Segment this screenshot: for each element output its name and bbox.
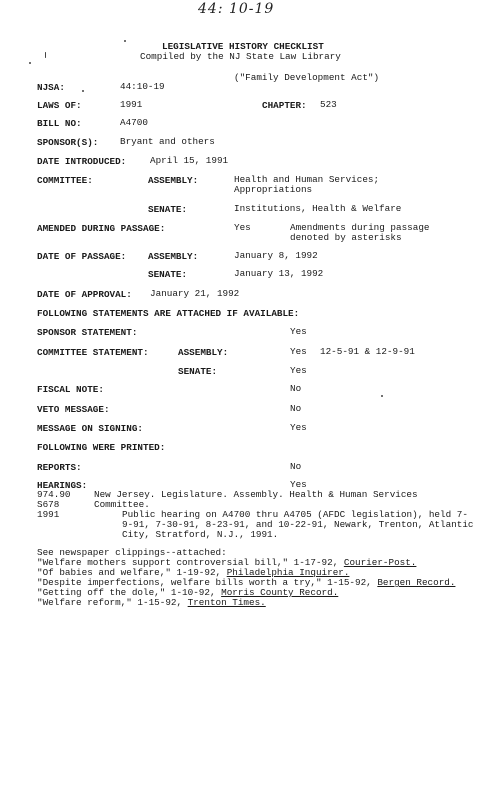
sponsor-statement-label: SPONSOR STATEMENT: [37, 327, 138, 338]
committee-senate-label: SENATE: [148, 204, 188, 215]
njsa-label: NJSA: [37, 82, 65, 93]
hearing-line-2: Committee. [94, 499, 150, 510]
committee-assembly-line2: Appropriations [234, 184, 313, 195]
committee-assembly-label: ASSEMBLY: [148, 175, 199, 186]
hearing-call-number-2: S678 [37, 499, 60, 510]
clipping-title: "Welfare reform," 1-15-92, [37, 597, 188, 608]
hearing-call-number-3: 1991 [37, 509, 60, 520]
scan-speck [381, 395, 383, 397]
laws-of-value: 1991 [120, 99, 143, 110]
sponsors-label: SPONSOR(S): [37, 137, 99, 148]
clipping-source: Courier-Post. [343, 557, 417, 568]
njsa-value: 44:10-19 [120, 81, 165, 92]
hearing-line-1: New Jersey. Legislature. Assembly. Health & Human Services [94, 489, 418, 500]
reports-label: REPORTS: [37, 462, 82, 473]
fiscal-note-label: FISCAL NOTE: [37, 384, 104, 395]
document-subtitle: Compiled by the NJ State Law Library [140, 51, 341, 62]
hearing-line-5: City, Stratford, N.J., 1991. [122, 529, 279, 540]
scan-speck [124, 40, 126, 42]
passage-senate-label: SENATE: [148, 269, 188, 280]
committee-statement-assembly-dates: 12-5-91 & 12-9-91 [320, 346, 415, 357]
clipping-item [37, 598, 266, 608]
handwritten-number: 44: 10-19 [198, 1, 275, 17]
committee-statement-senate-value: Yes [290, 365, 307, 376]
sponsors-value: Bryant and others [120, 136, 215, 147]
chapter-value: 523 [320, 99, 337, 110]
hearing-line-4: 9-91, 7-30-91, 8-23-91, and 10-22-91, Newark, Trenton, Atlantic [122, 519, 474, 530]
scan-speck [45, 52, 46, 58]
fiscal-note-value: No [290, 383, 302, 394]
chapter-label: CHAPTER: [262, 100, 307, 111]
hearing-call-number-1: 974.90 [37, 489, 71, 500]
amended-value: Yes [234, 222, 251, 233]
passage-assembly-label: ASSEMBLY: [148, 251, 199, 262]
message-on-signing-value: Yes [290, 422, 307, 433]
hearings-value: Yes [290, 479, 307, 490]
committee-assembly-line1: Health and Human Services; [234, 174, 380, 185]
sponsor-statement-value: Yes [290, 326, 307, 337]
committee-label: COMMITTEE: [37, 175, 93, 186]
clipping-title: "Welfare mothers support controversial bill," 1-17-92, [37, 557, 344, 568]
scan-speck [29, 62, 31, 64]
veto-message-value: No [290, 403, 302, 414]
scan-speck [82, 90, 84, 92]
reports-value: No [290, 461, 302, 472]
passage-assembly-value: January 8, 1992 [234, 250, 318, 261]
message-on-signing-label: MESSAGE ON SIGNING: [37, 423, 144, 434]
date-of-approval-label: DATE OF APPROVAL: [37, 289, 132, 300]
hearing-line-3: Public hearing on A4700 thru A4705 (AFDC legislation), held 7- [122, 509, 468, 520]
clipping-source: Philadelphia Inquirer. [226, 567, 350, 578]
date-of-approval-value: January 21, 1992 [150, 288, 240, 299]
clipping-title: "Despite imperfections, welfare bills worth a try," 1-15-92, [37, 577, 378, 588]
laws-of-label: LAWS OF: [37, 100, 82, 111]
document-title: LEGISLATIVE HISTORY CHECKLIST [162, 41, 324, 52]
committee-senate-value: Institutions, Health & Welfare [234, 203, 402, 214]
clipping-title: "Of babies and welfare," 1-19-92, [37, 567, 227, 578]
following-printed-heading: FOLLOWING WERE PRINTED: [37, 442, 166, 453]
committee-statement-senate-label: SENATE: [178, 366, 218, 377]
act-name: ("Family Development Act") [234, 72, 380, 83]
bill-no-label: BILL NO: [37, 118, 82, 129]
hearings-label: HEARINGS: [37, 480, 88, 491]
date-introduced-value: April 15, 1991 [150, 155, 229, 166]
clipping-title: "Getting off the dole," 1-10-92, [37, 587, 222, 598]
clipping-source: Trenton Times. [187, 597, 266, 608]
clipping-source: Morris County Record. [221, 587, 339, 598]
committee-statement-assembly-label: ASSEMBLY: [178, 347, 229, 358]
clippings-intro: See newspaper clippings--attached: [37, 547, 227, 558]
date-of-passage-label: DATE OF PASSAGE: [37, 251, 127, 262]
committee-statement-assembly-value: Yes [290, 346, 307, 357]
committee-statement-label: COMMITTEE STATEMENT: [37, 347, 149, 358]
amended-label: AMENDED DURING PASSAGE: [37, 223, 166, 234]
bill-no-value: A4700 [120, 117, 148, 128]
amended-note-line1: Amendments during passage [290, 222, 430, 233]
clipping-source: Bergen Record. [377, 577, 456, 588]
date-introduced-label: DATE INTRODUCED: [37, 156, 127, 167]
following-attached-heading: FOLLOWING STATEMENTS ARE ATTACHED IF AVAILABLE: [37, 308, 300, 319]
passage-senate-value: January 13, 1992 [234, 268, 324, 279]
veto-message-label: VETO MESSAGE: [37, 404, 110, 415]
amended-note-line2: denoted by asterisks [290, 232, 402, 243]
